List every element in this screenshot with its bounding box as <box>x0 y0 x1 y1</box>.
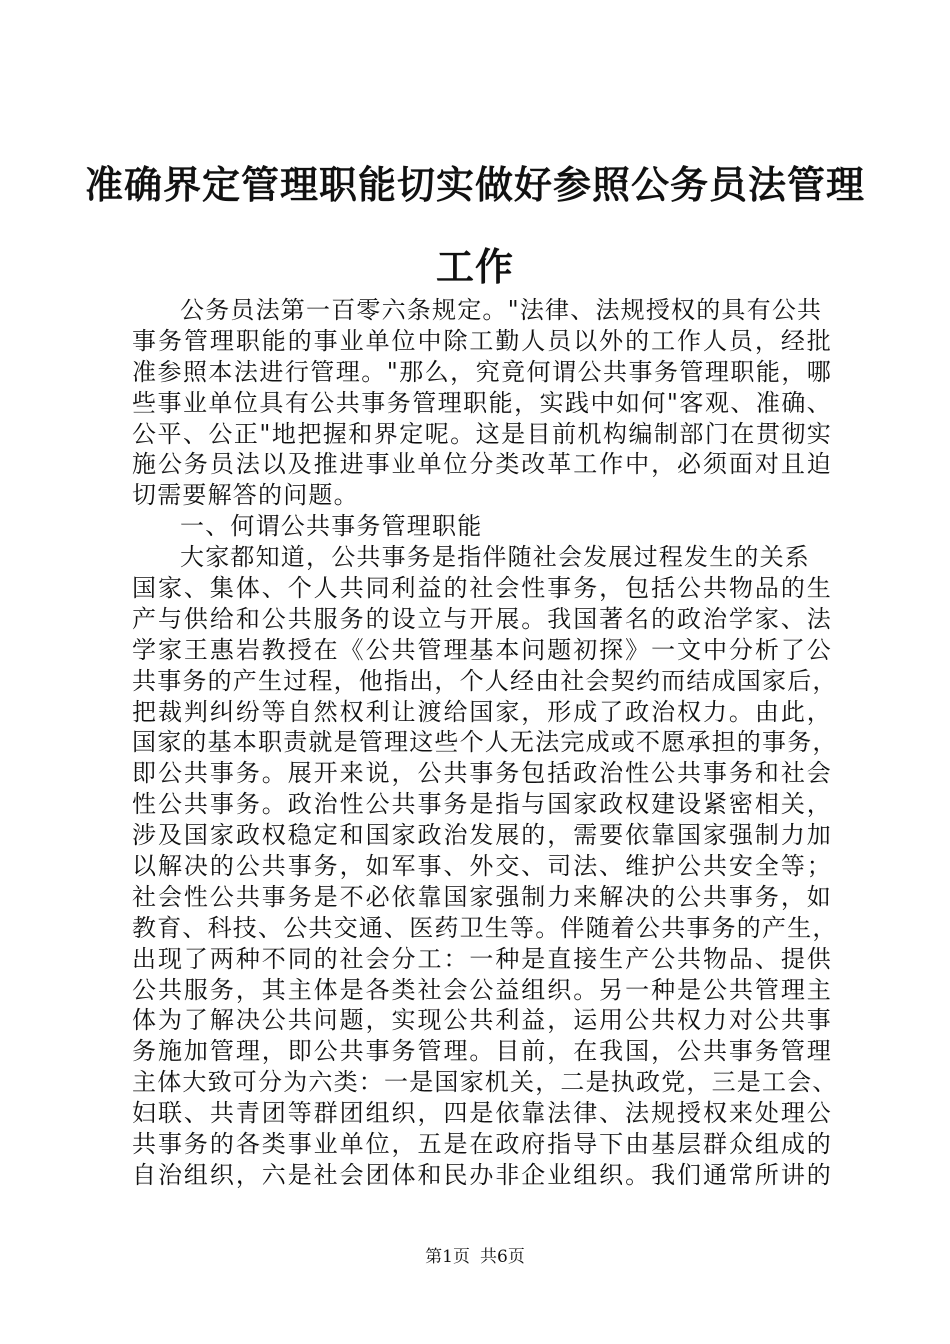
paragraph-line: 主体大致可分为六类：一是国家机关，二是执政党，三是工会、 <box>132 1068 838 1097</box>
paragraph-line: 国家、集体、个人共同利益的社会性事务，包括公共物品的生 <box>132 574 832 603</box>
paragraph-line: 公平、公正"地把握和界定呢。这是目前机构编制部门在贯彻实 <box>132 419 832 448</box>
paragraph-line: 准参照本法进行管理。"那么，究竟何谓公共事务管理职能，哪 <box>132 357 832 386</box>
section-heading: 一、何谓公共事务管理职能 <box>180 512 483 541</box>
paragraph-line: 事务管理职能的事业单位中除工勤人员以外的工作人员，经批 <box>132 326 832 355</box>
document-title-line-1: 准确界定管理职能切实做好参照公务员法管理 <box>84 162 865 207</box>
paragraph-line: 施公务员法以及推进事业单位分类改革工作中，必须面对且迫 <box>132 450 832 479</box>
paragraph-line: 社会性公共事务是不必依靠国家强制力来解决的公共事务，如 <box>132 882 832 911</box>
paragraph-line: 把裁判纠纷等自然权利让渡给国家，形成了政治权力。由此， <box>132 697 832 726</box>
paragraph-line: 教育、科技、公共交通、医药卫生等。伴随着公共事务的产生， <box>132 913 838 942</box>
document-title-line-2: 工作 <box>435 244 514 289</box>
paragraph-line: 自治组织，六是社会团体和民办非企业组织。我们通常所讲的 <box>132 1160 832 1189</box>
paragraph-line: 即公共事务。展开来说，公共事务包括政治性公共事务和社会 <box>132 759 832 788</box>
paragraph-line: 以解决的公共事务，如军事、外交、司法、维护公共安全等； <box>132 852 832 881</box>
paragraph-line: 切需要解答的问题。 <box>132 481 359 510</box>
paragraph-line: 学家王惠岩教授在《公共管理基本问题初探》一文中分析了公 <box>132 635 832 664</box>
paragraph-line: 共事务的产生过程，他指出，个人经由社会契约而结成国家后， <box>132 666 838 695</box>
paragraph-line: 出现了两种不同的社会分工：一种是直接生产公共物品、提供 <box>132 944 832 973</box>
paragraph-line: 务施加管理，即公共事务管理。目前，在我国，公共事务管理 <box>132 1037 832 1066</box>
paragraph-line: 些事业单位具有公共事务管理职能，实践中如何"客观、准确、 <box>132 388 832 417</box>
page-footer <box>0 1247 950 1267</box>
paragraph-line: 公共服务，其主体是各类社会公益组织。另一种是公共管理主 <box>132 975 832 1004</box>
page-total: 共6页 <box>480 1247 525 1267</box>
paragraph-line: 大家都知道，公共事务是指伴随社会发展过程发生的关系 <box>180 543 810 572</box>
paragraph-line: 体为了解决公共问题，实现公共利益，运用公共权力对公共事 <box>132 1006 832 1035</box>
paragraph-line: 性公共事务。政治性公共事务是指与国家政权建设紧密相关， <box>132 790 832 819</box>
paragraph-line: 国家的基本职责就是管理这些个人无法完成或不愿承担的事务， <box>132 728 838 757</box>
paragraph-line: 产与供给和公共服务的设立与开展。我国著名的政治学家、法 <box>132 604 832 633</box>
document-body <box>132 295 838 1191</box>
paragraph-line: 妇联、共青团等群团组织，四是依靠法律、法规授权来处理公 <box>132 1099 832 1128</box>
page-number: 第1页 <box>425 1247 470 1267</box>
paragraph-line: 涉及国家政权稳定和国家政治发展的，需要依靠国家强制力加 <box>132 821 832 850</box>
paragraph-line: 公务员法第一百零六条规定。"法律、法规授权的具有公共 <box>180 296 823 324</box>
paragraph-line: 共事务的各类事业单位，五是在政府指导下由基层群众组成的 <box>132 1130 832 1159</box>
